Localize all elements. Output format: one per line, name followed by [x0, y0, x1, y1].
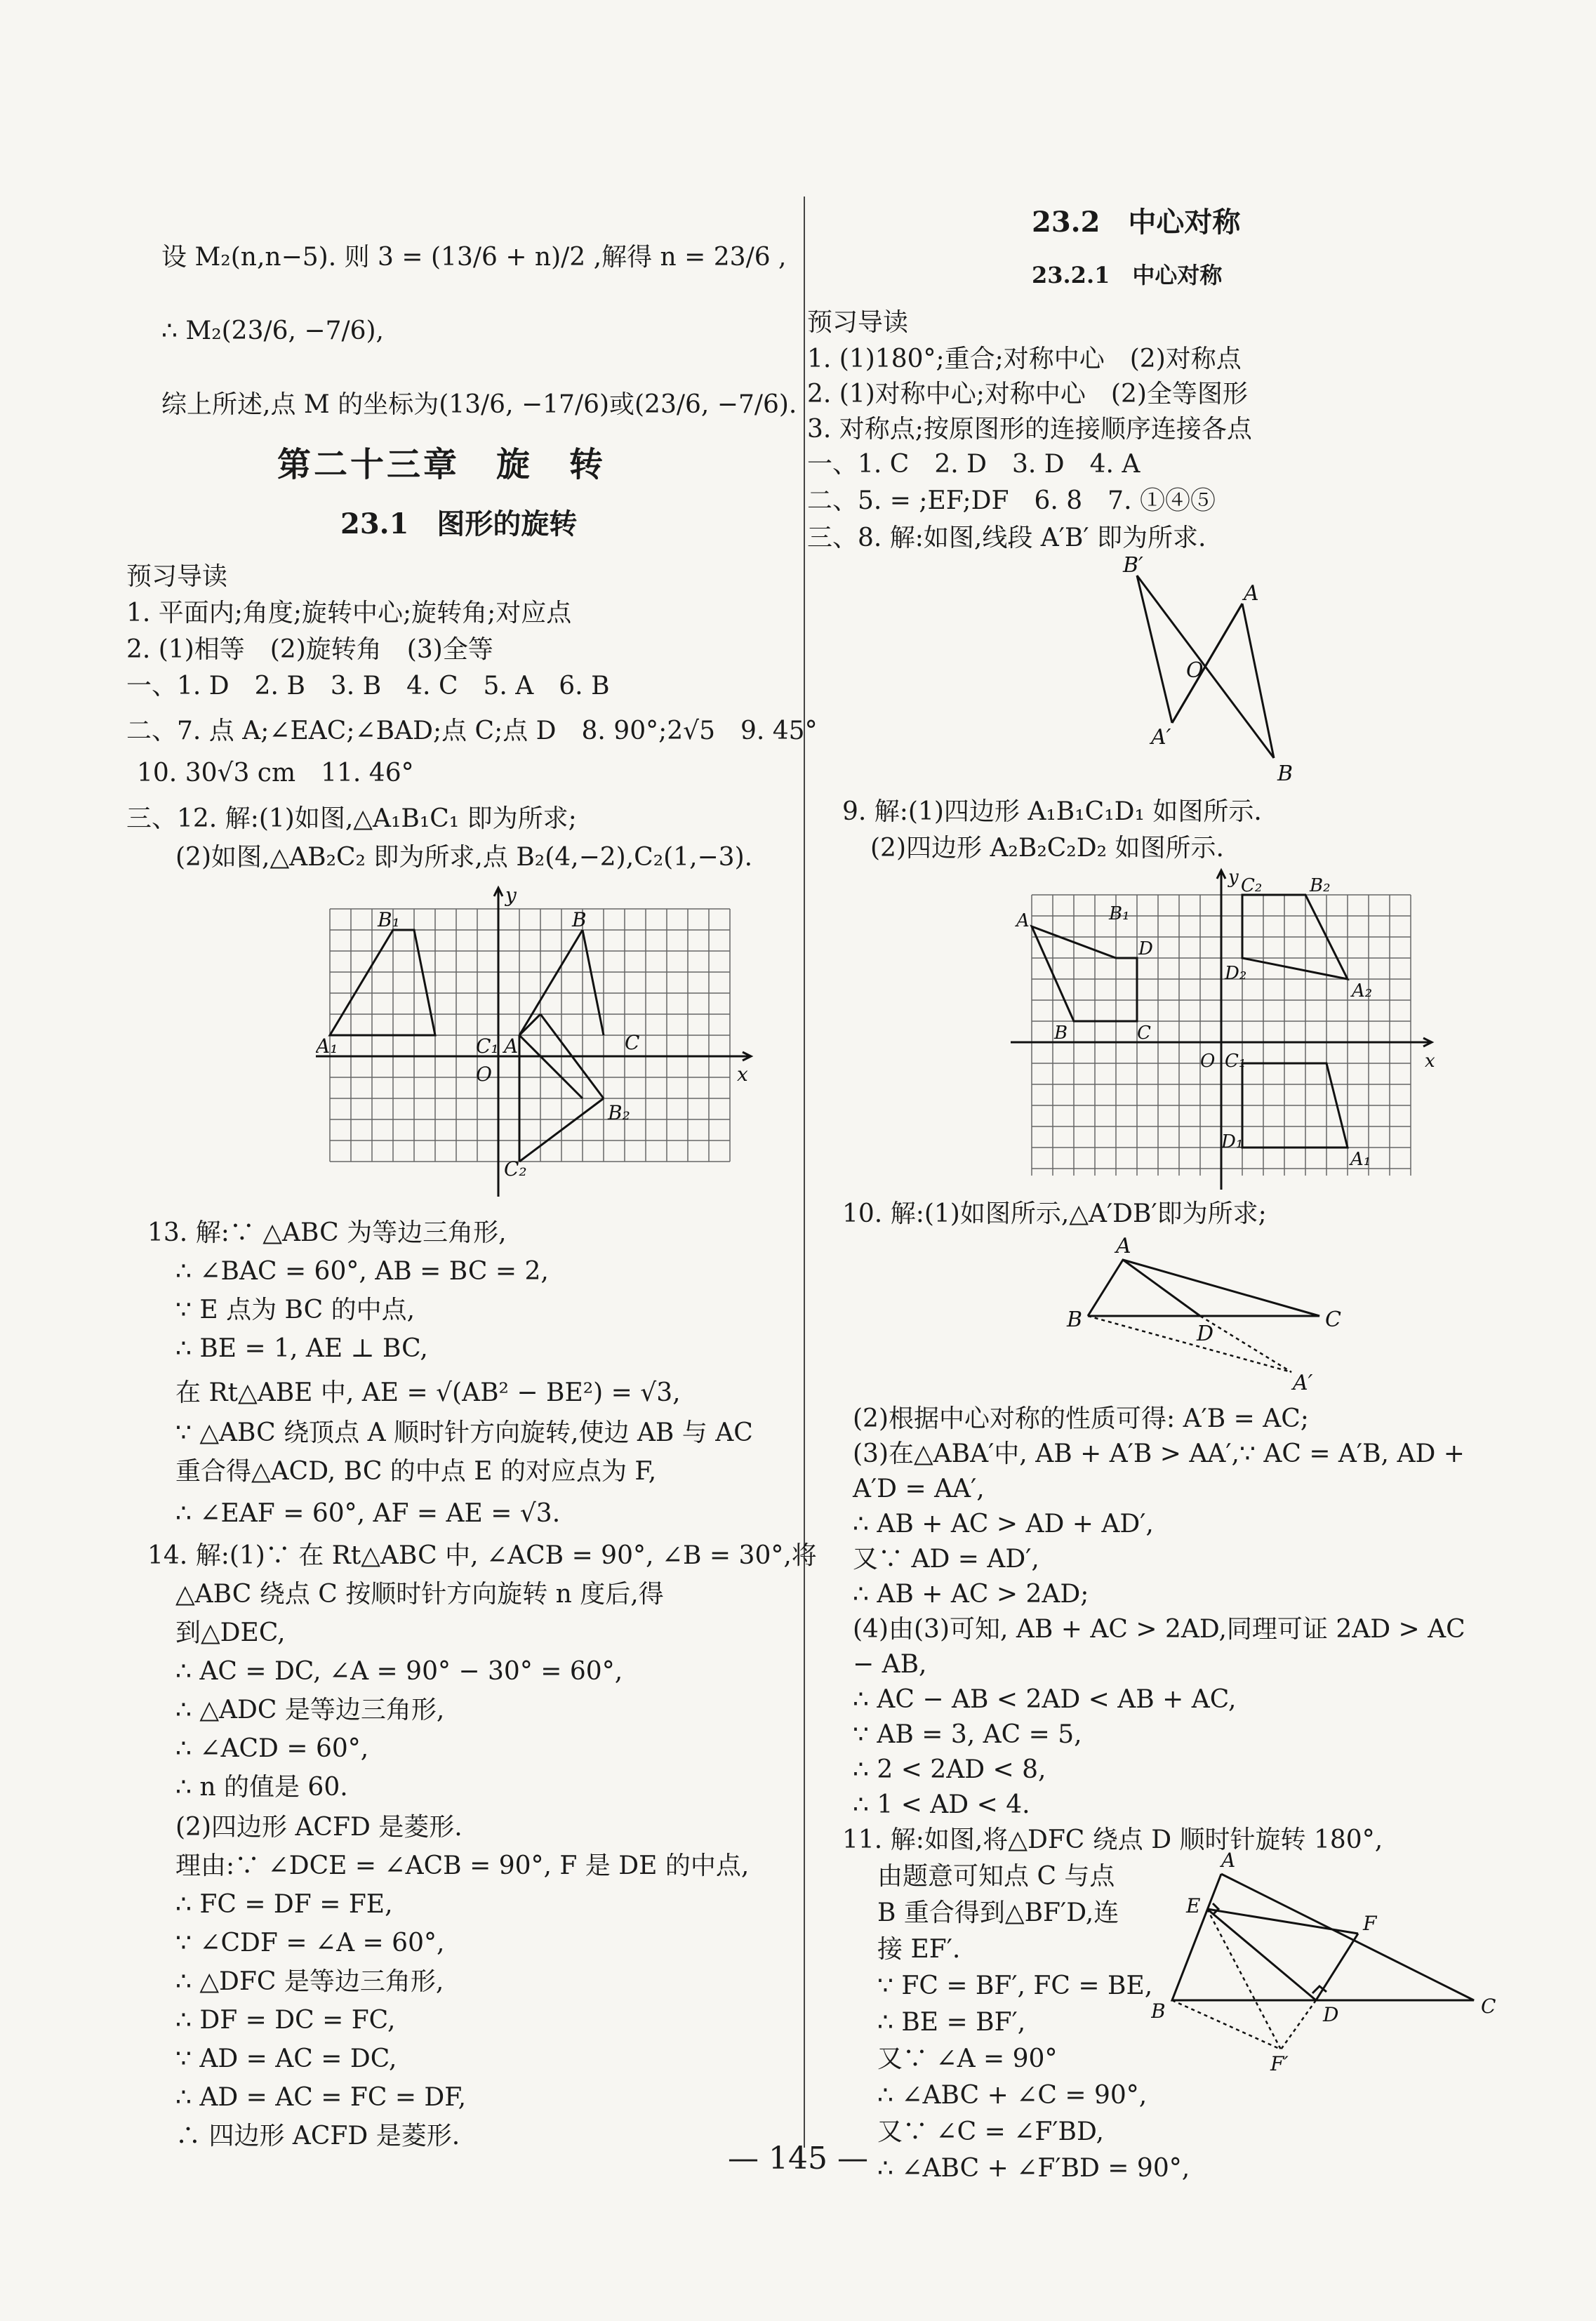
text-line: (2)四边形 A₂B₂C₂D₂ 如图所示. [870, 834, 1224, 863]
text-line: 设 M₂(n,n−5). 则 3 = (13/6 + n)/2 ,解得 n = 23/6 , [161, 243, 787, 272]
point-label: D₂ [1225, 963, 1247, 984]
text-line: (4)由(3)可知, AB + AC > 2AD,同理可证 2AD > AC [853, 1615, 1465, 1644]
text-line: ∴ AB + AC > AD + AD′, [853, 1510, 1154, 1538]
point-label: A′ [1151, 725, 1171, 750]
text-line: ∴ 四边形 ACFD 是菱形. [175, 2122, 460, 2150]
text-line: 又∵ AD = AD′, [853, 1545, 1039, 1574]
point-label: B [572, 908, 587, 931]
text-line: ∴ AD = AC = FC = DF, [175, 2083, 467, 2112]
point-label: B₁ [378, 908, 400, 931]
text-line: 13. 解:∵ △ABC 为等边三角形, [147, 1218, 507, 1247]
text-line: ∵ AD = AC = DC, [175, 2044, 397, 2073]
text-line: 10. 30√3 cm 11. 46° [137, 759, 414, 787]
text-line: 一、1. C 2. D 3. D 4. A [807, 450, 1141, 479]
text-line: ∵ AB = 3, AC = 5, [853, 1720, 1082, 1749]
text-line: 二、7. 点 A;∠EAC;∠BAD;点 C;点 D 8. 90°;2√5 9. 45° [126, 717, 818, 745]
text-line: ∴ BE = 1, AE ⊥ BC, [175, 1334, 428, 1363]
point-label: B₂ [608, 1101, 630, 1124]
point-label: F′ [1270, 2052, 1289, 2075]
text-line: ∵ △ABC 绕顶点 A 顺时针方向旋转,使边 AB 与 AC [175, 1418, 753, 1447]
text-line: 一、1. D 2. B 3. B 4. C 5. A 6. B [126, 672, 610, 700]
point-label: B [1151, 2000, 1166, 2023]
text-line: 14. 解:(1)∵ 在 Rt△ABC 中, ∠ACB = 90°, ∠B = 30°,将 [147, 1541, 817, 1570]
text-line: 接 EF′. [877, 1935, 961, 1964]
section-title: 23.1 图形的旋转 [340, 507, 578, 540]
figure-12-grid [316, 881, 765, 1204]
text-line: ∵ FC = BF′, FC = BE, [877, 1971, 1153, 2000]
point-label: C₁ [476, 1035, 499, 1058]
origin-label: O [1200, 1051, 1216, 1072]
point-label: D₁ [1221, 1131, 1244, 1152]
text-line: A′D = AA′, [853, 1475, 985, 1503]
text-line: B 重合得到△BF′D,连 [877, 1898, 1119, 1927]
text-line: ∴ △DFC 是等边三角形, [175, 1967, 444, 1996]
point-label: D [1138, 938, 1153, 959]
text-line: 又∵ ∠C = ∠F′BD, [877, 2117, 1104, 2146]
point-label: C [1137, 1023, 1151, 1044]
text-line: ∵ ∠CDF = ∠A = 60°, [175, 1929, 445, 1957]
text-line: 又∵ ∠A = 90° [877, 2044, 1058, 2073]
text-line: ∴ ∠EAF = 60°, AF = AE = √3. [175, 1499, 561, 1528]
section-title: 23.2 中心对称 [1032, 206, 1241, 239]
subsection-title: 23.2.1 中心对称 [1032, 262, 1223, 288]
axis-label-x: x [737, 1063, 748, 1086]
text-line: 1. 平面内;角度;旋转中心;旋转角;对应点 [126, 599, 572, 627]
point-label: B₁ [1109, 903, 1130, 924]
text-line: 在 Rt△ABE 中, AE = √(AB² − BE²) = √3, [175, 1378, 681, 1407]
chapter-title: 第二十三章 旋 转 [277, 445, 606, 484]
point-label: A₁ [316, 1035, 338, 1058]
axis-label-y: y [505, 884, 517, 907]
fig10-labels [1066, 1234, 1341, 1395]
point-label: F [1363, 1912, 1377, 1935]
text-line: 9. 解:(1)四边形 A₁B₁C₁D₁ 如图所示. [842, 797, 1262, 826]
point-label: B [1277, 762, 1294, 786]
text-line: ∴ FC = DF = FE, [175, 1890, 393, 1919]
text-line: ∴ ∠ACD = 60°, [175, 1734, 369, 1763]
text-line: 二、5. = ;EF;DF 6. 8 7. ①④⑤ [807, 486, 1216, 515]
text-line: 到△DEC, [175, 1618, 286, 1647]
text-line: (2)四边形 ACFD 是菱形. [175, 1813, 463, 1842]
point-label: E [1186, 1894, 1201, 1917]
text-line: △ABC 绕点 C 按顺时针方向旋转 n 度后,得 [175, 1580, 664, 1609]
text-line: ∴ M₂(23/6, −7/6), [161, 317, 385, 345]
text-line: ∴ DF = DC = FC, [175, 2006, 396, 2035]
point-label: C [1325, 1308, 1341, 1332]
text-line: 10. 解:(1)如图所示,△A′DB′即为所求; [842, 1199, 1267, 1228]
text-line: ∵ E 点为 BC 的中点, [175, 1296, 415, 1324]
point-label: A′ [1293, 1371, 1313, 1395]
text-line: (3)在△ABA′中, AB + A′B > AA′,∵ AC = A′B, AD + [853, 1439, 1465, 1468]
figure-9-grid [1011, 863, 1446, 1193]
point-label: A [1016, 910, 1030, 931]
point-label: A [504, 1035, 519, 1058]
fig12-labels [316, 884, 748, 1181]
page-number: — 145 — [728, 2141, 868, 2176]
axis-label-x: x [1425, 1051, 1435, 1072]
text-line: 三、12. 解:(1)如图,△A₁B₁C₁ 即为所求; [126, 804, 577, 833]
point-label: O [1186, 658, 1204, 683]
text-line: ∴ AC − AB < 2AD < AB + AC, [853, 1685, 1237, 1714]
text-line: ∴ ∠BAC = 60°, AB = BC = 2, [175, 1257, 549, 1286]
text-line: 预习导读 [807, 308, 909, 337]
text-line: 重合得△ACD, BC 的中点 E 的对应点为 F, [175, 1457, 657, 1486]
point-label: A [1244, 581, 1259, 606]
text-line: ∴ ∠ABC + ∠C = 90°, [877, 2081, 1148, 2110]
text-line: 三、8. 解:如图,线段 A′B′ 即为所求. [807, 524, 1206, 552]
text-line: 11. 解:如图,将△DFC 绕点 D 顺时针旋转 180°, [842, 1825, 1383, 1854]
point-label: A₁ [1350, 1149, 1371, 1170]
point-label: A [1221, 1849, 1236, 1872]
text-line: (2)如图,△AB₂C₂ 即为所求,点 B₂(4,−2),C₂(1,−3). [175, 843, 753, 872]
fig9-labels [1015, 867, 1435, 1170]
text-line: 理由:∵ ∠DCE = ∠ACB = 90°, F 是 DE 的中点, [175, 1851, 750, 1880]
text-line: 2. (1)对称中心;对称中心 (2)全等图形 [807, 380, 1248, 408]
column-divider [804, 197, 805, 2148]
text-line: 2. (1)相等 (2)旋转角 (3)全等 [126, 635, 493, 664]
point-label: B₂ [1310, 875, 1331, 896]
point-label: D [1197, 1322, 1214, 1346]
point-label: A₂ [1352, 980, 1373, 1002]
axis-label-y: y [1228, 867, 1239, 888]
point-label: C [625, 1031, 640, 1054]
point-label: D [1323, 2003, 1339, 2026]
text-line: ∴ AB + AC > 2AD; [853, 1580, 1089, 1609]
figure-11 [1151, 1846, 1509, 2077]
point-label: B [1054, 1023, 1068, 1044]
origin-label: O [476, 1063, 492, 1086]
text-line: ∴ n 的值是 60. [175, 1773, 348, 1802]
text-line: ∴ △ADC 是等边三角形, [175, 1696, 445, 1724]
point-label: A [1116, 1234, 1131, 1258]
point-label: C₁ [1225, 1051, 1246, 1072]
text-line: 由题意可知点 C 与点 [877, 1862, 1115, 1891]
text-line: ∴ AC = DC, ∠A = 90° − 30° = 60°, [175, 1657, 623, 1686]
figure-8 [1081, 554, 1334, 786]
fig11-labels [1151, 1849, 1496, 2075]
text-line: ∴ 2 < 2AD < 8, [853, 1755, 1046, 1784]
point-label: B′ [1123, 554, 1143, 578]
text-line: ∴ BE = BF′, [877, 2008, 1026, 2037]
point-label: C₂ [504, 1157, 527, 1181]
text-line: − AB, [853, 1650, 927, 1679]
point-label: C₂ [1241, 875, 1263, 896]
text-line: ∴ 1 < AD < 4. [853, 1790, 1030, 1819]
figure-10 [1060, 1232, 1425, 1400]
point-label: C [1481, 1995, 1496, 2018]
text-line: 1. (1)180°;重合;对称中心 (2)对称点 [807, 345, 1242, 373]
point-label: B [1067, 1308, 1083, 1332]
text-line: (2)根据中心对称的性质可得: A′B = AC; [853, 1404, 1309, 1433]
text-line: 预习导读 [126, 562, 228, 591]
text-line: 3. 对称点;按原图形的连接顺序连接各点 [807, 415, 1252, 444]
text-line: ∴ ∠ABC + ∠F′BD = 90°, [877, 2154, 1190, 2183]
text-line: 综上所述,点 M 的坐标为(13/6, −17/6)或(23/6, −7/6). [161, 390, 797, 419]
